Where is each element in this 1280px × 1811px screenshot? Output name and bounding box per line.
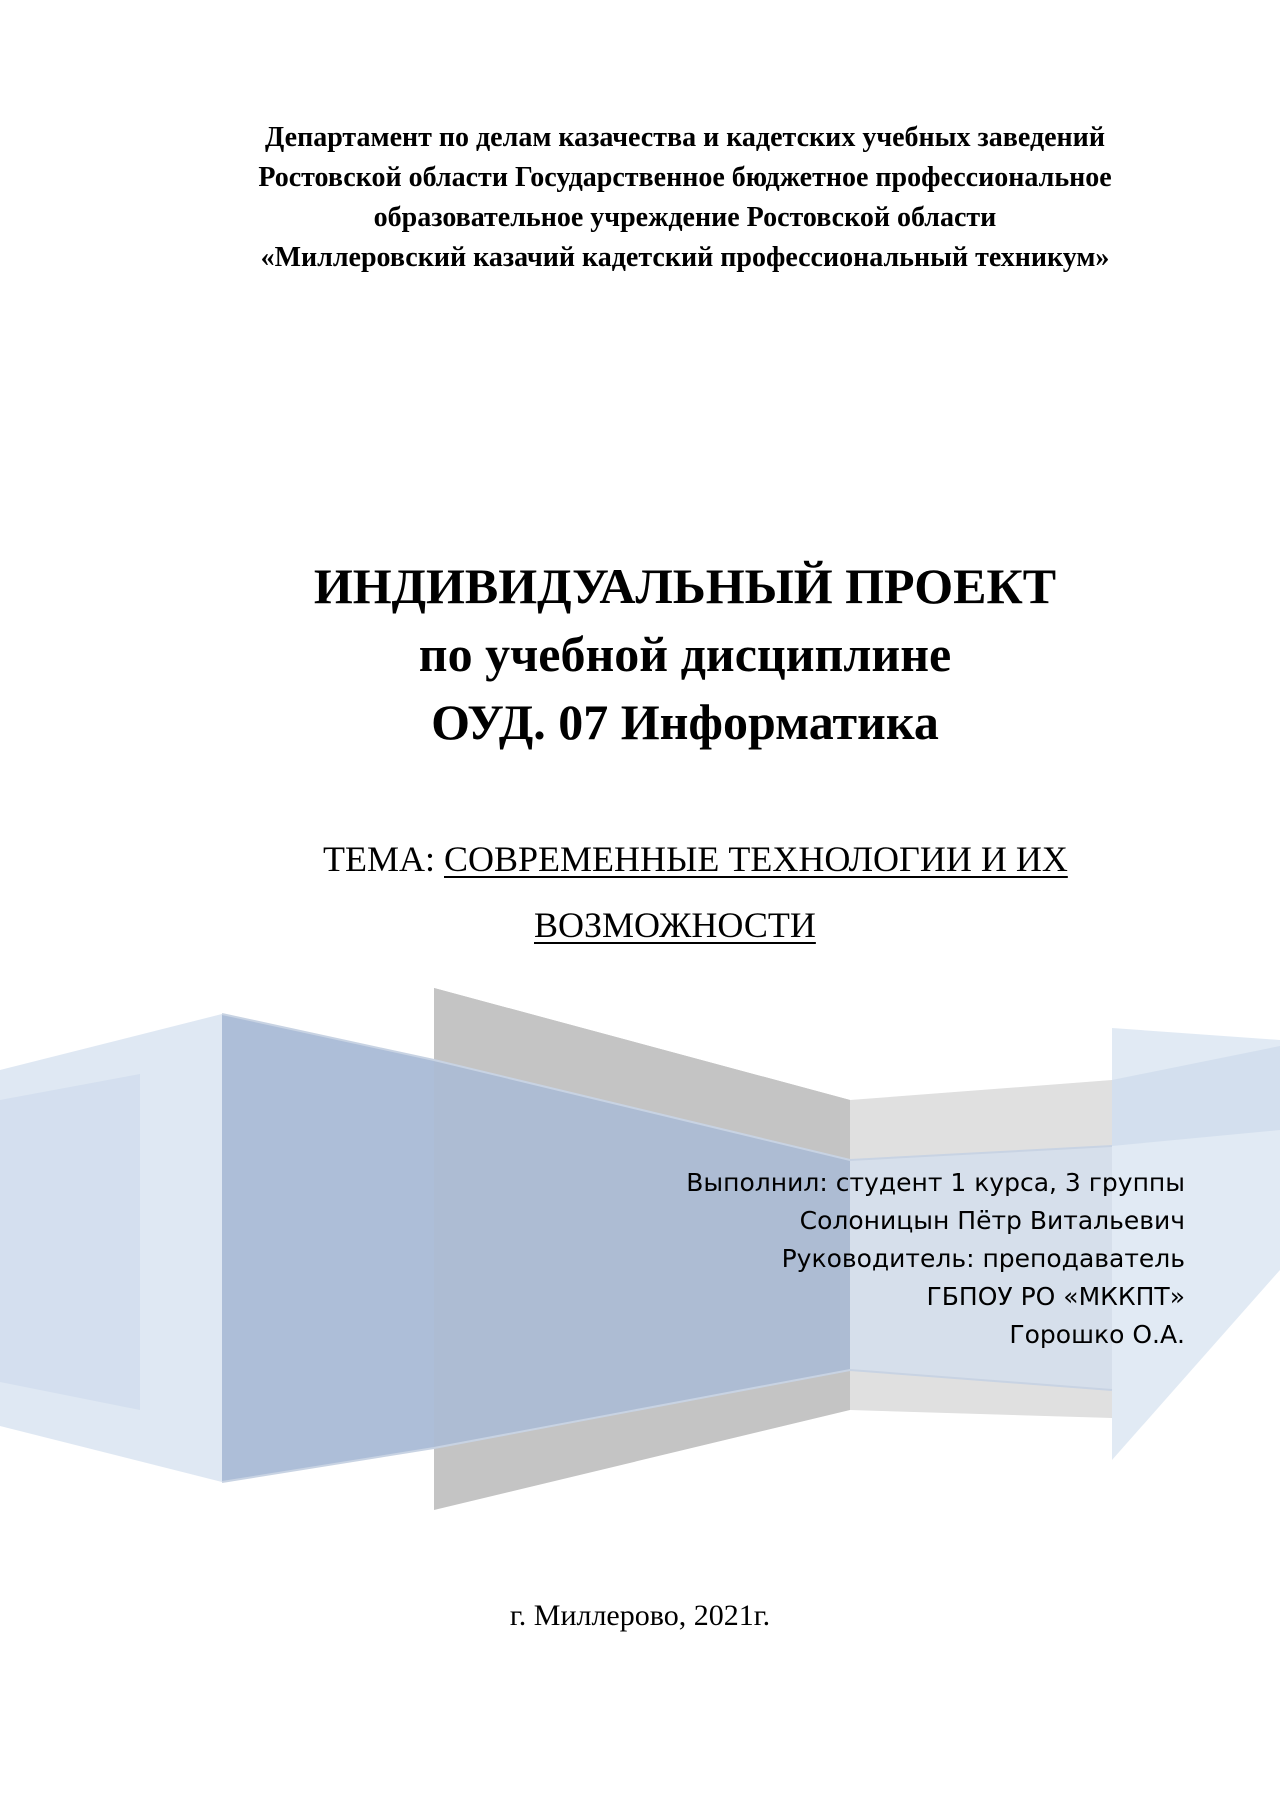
topic-line xyxy=(160,826,1210,892)
ribbon-left-light-wing-inner xyxy=(0,1074,140,1410)
topic-label: ТЕМА: xyxy=(323,839,444,879)
author-info-line: Горошко О.А. xyxy=(1009,1320,1185,1349)
author-info-line: Выполнил: студент 1 курса, 3 группы xyxy=(686,1168,1185,1197)
project-title-line: по учебной дисциплине xyxy=(418,626,952,682)
topic xyxy=(160,826,1210,958)
ribbon-left-blue-panel xyxy=(222,1014,434,1482)
project-title-line: ИНДИВИДУАЛЬНЫЙ ПРОЕКТ xyxy=(313,558,1057,614)
organization-header-line: образовательное учреждение Ростовской области xyxy=(373,202,997,233)
organization-header xyxy=(160,118,1210,278)
organization-header-line: Департамент по делам казачества и кадетских учебных заведений xyxy=(265,122,1105,153)
author-info-line: Солоницын Пётр Витальевич xyxy=(799,1206,1185,1235)
author-info xyxy=(686,1164,1185,1354)
organization-header-line: Ростовской области Государственное бюджетное профессиональное xyxy=(258,162,1112,193)
topic-line xyxy=(160,892,1210,958)
topic-text: ВОЗМОЖНОСТИ xyxy=(534,905,816,945)
project-title-line: ОУД. 07 Информатика xyxy=(431,694,939,750)
project-title xyxy=(160,552,1210,756)
author-info-line: ГБПОУ РО «МККПТ» xyxy=(926,1282,1185,1311)
topic-text: СОВРЕМЕННЫЕ ТЕХНОЛОГИИ И ИХ xyxy=(444,839,1068,879)
organization-header-line: «Миллеровский казачий кадетский профессиональный техникум» xyxy=(260,242,1110,273)
city-year-footer: г. Миллерово, 2021г. xyxy=(509,1599,771,1632)
author-info-line: Руководитель: преподаватель xyxy=(781,1244,1185,1273)
